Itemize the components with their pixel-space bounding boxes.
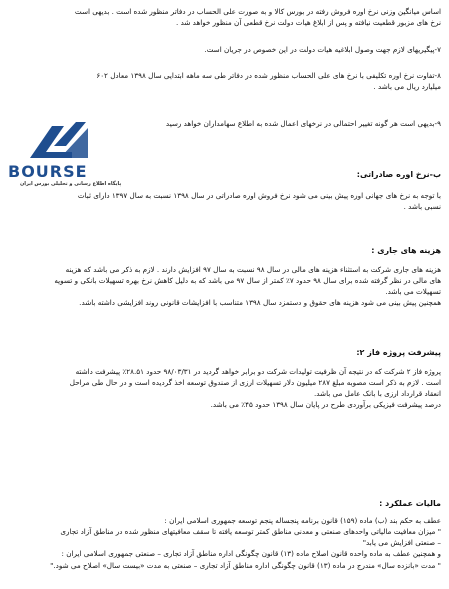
current-costs-line3: تسهیلات می باشد.	[385, 287, 441, 297]
bourse-logo-mark-icon	[24, 118, 94, 166]
export-price-line2: نسبی باشد .	[403, 202, 441, 212]
item8-paragraph	[11, 70, 441, 92]
current-costs-line4: همچنین پیش بینی می شود هزینه های حقوق و دستمزد سال ۱۳۹۸ متناسب با افزایشات قانونی روند افزایشی داشته باشد.	[79, 298, 441, 308]
phase2-line1: پروژه فاز ۲ شرکت که در نتیجه آن ظرفیت تولیدات شرکت دو برابر خواهد گردید در ۹۸/۰۳/۳۱ حدود ۲۸.۵۱٪ پیشرفت داشته	[75, 367, 441, 376]
logo-subtitle: پایگاه اطلاع رسانی و تحلیلی بورس ایران	[20, 181, 122, 187]
item6-line2: نرخ های مزبور قطعیت نیافته و پس از ابلاغ هیات دولت نرخ قطعی آن منظور خواهد شد .	[176, 18, 441, 28]
item6-line1: اساس میانگین وزنی نرخ اوره فروش رفته در بورس کالا و به صورت علی الحساب در دفاتر منظور شده است . بدیهی است	[74, 7, 441, 16]
phase2-paragraph	[11, 366, 441, 411]
tax-line4: و همچنین عطف به ماده واحده قانون اصلاح ماده (۱۳) قانون چگونگی اداره مناطق آزاد تجاری – صنعتی جمهوری اسلامی ایران :	[61, 549, 441, 559]
tax-line2: " میزان معافیت مالیاتی واحدهای صنعتی و معدنی مناطق کمتر توسعه یافته تا سقف معافیتهای منظور شده در مناطق آزاد تجاری	[60, 527, 441, 537]
phase2-line3: انعقاد قرارداد ارزی با بانک عامل می باشد.	[313, 389, 441, 399]
item8-line2: میلیارد ریال می باشد .	[373, 82, 441, 92]
tax-heading: مالیات عملکرد :	[379, 499, 441, 508]
export-price-heading: ب-نرخ اوره صادراتی:	[356, 170, 441, 179]
bourse-logo	[6, 118, 128, 200]
logo-wordmark: BOURSE	[8, 162, 88, 181]
current-costs-line2: های مالی در نظر گرفته شده برای سال ۹۸ حدود ۷٪ کمتر از سال ۹۷ می باشد که به دلیل کاهش نرخ بهره تسهیلات بانکی و تسویه	[54, 276, 441, 286]
tax-line1: عطف به حکم بند (ب) ماده (۱۵۹) قانون برنامه پنجساله پنجم توسعه جمهوری اسلامی ایران :	[164, 516, 441, 525]
tax-paragraph	[11, 515, 441, 571]
current-costs-line1: هزینه های جاری شرکت به استثناء هزینه های مالی در سال ۹۸ نسبت به سال ۹۷ افزایش دارند . لازم به ذکر می باشد که هزینه	[65, 265, 441, 274]
phase2-line4: درصد پیشرفت فیزیکی برآوردی طرح در پایان سال ۱۳۹۸ حدود ۴۵٪ می باشد.	[210, 400, 441, 410]
export-price-paragraph	[11, 190, 441, 212]
item9-paragraph: ۹-بدیهی است هر گونه تغییر احتمالی در نرخهای اعمال شده به اطلاع سهامداران خواهد رسید	[165, 119, 441, 128]
item7-paragraph: ۷-پیگیریهای لازم جهت وصول ابلاغیه هیات دولت در این خصوص در جریان است.	[204, 45, 441, 54]
current-costs-paragraph	[11, 264, 441, 309]
export-price-line1: با توجه به نرخ های جهانی اوره پیش بینی می شود نرخ فروش اوره صادراتی در سال ۱۳۹۸ نسبت به سال ۱۳۹۷ دارای ثبات	[77, 191, 441, 200]
item8-line1: ۸-تفاوت نرخ اوره تکلیفی با نرخ های علی الحساب منظور شده در دفاتر طی سه ماهه ابتدایی سال ۱۳۹۸ معادل ۶۰۲	[96, 71, 441, 80]
tax-line5: " مدت «بانزده سال» مندرج در ماده (۱۳) قانون چگونگی اداره مناطق آزاد تجاری – صنعتی به مدت «بیست سال» اصلاح می شود."	[50, 560, 441, 570]
item6-paragraph	[11, 6, 441, 28]
phase2-heading: پیشرفت پروژه فاز ۲:	[356, 348, 441, 357]
current-costs-heading: هزینه های جاری :	[371, 246, 441, 255]
tax-line3: – صنعتی افزایش می یابد"	[362, 538, 441, 548]
phase2-line2: است . لازم به ذکر است مصوبه مبلغ ۲۸۷ میلیون دلار تسهیلات ارزی از صندوق توسعه اخذ گردیده است و در حال طی مراحل	[69, 378, 441, 388]
